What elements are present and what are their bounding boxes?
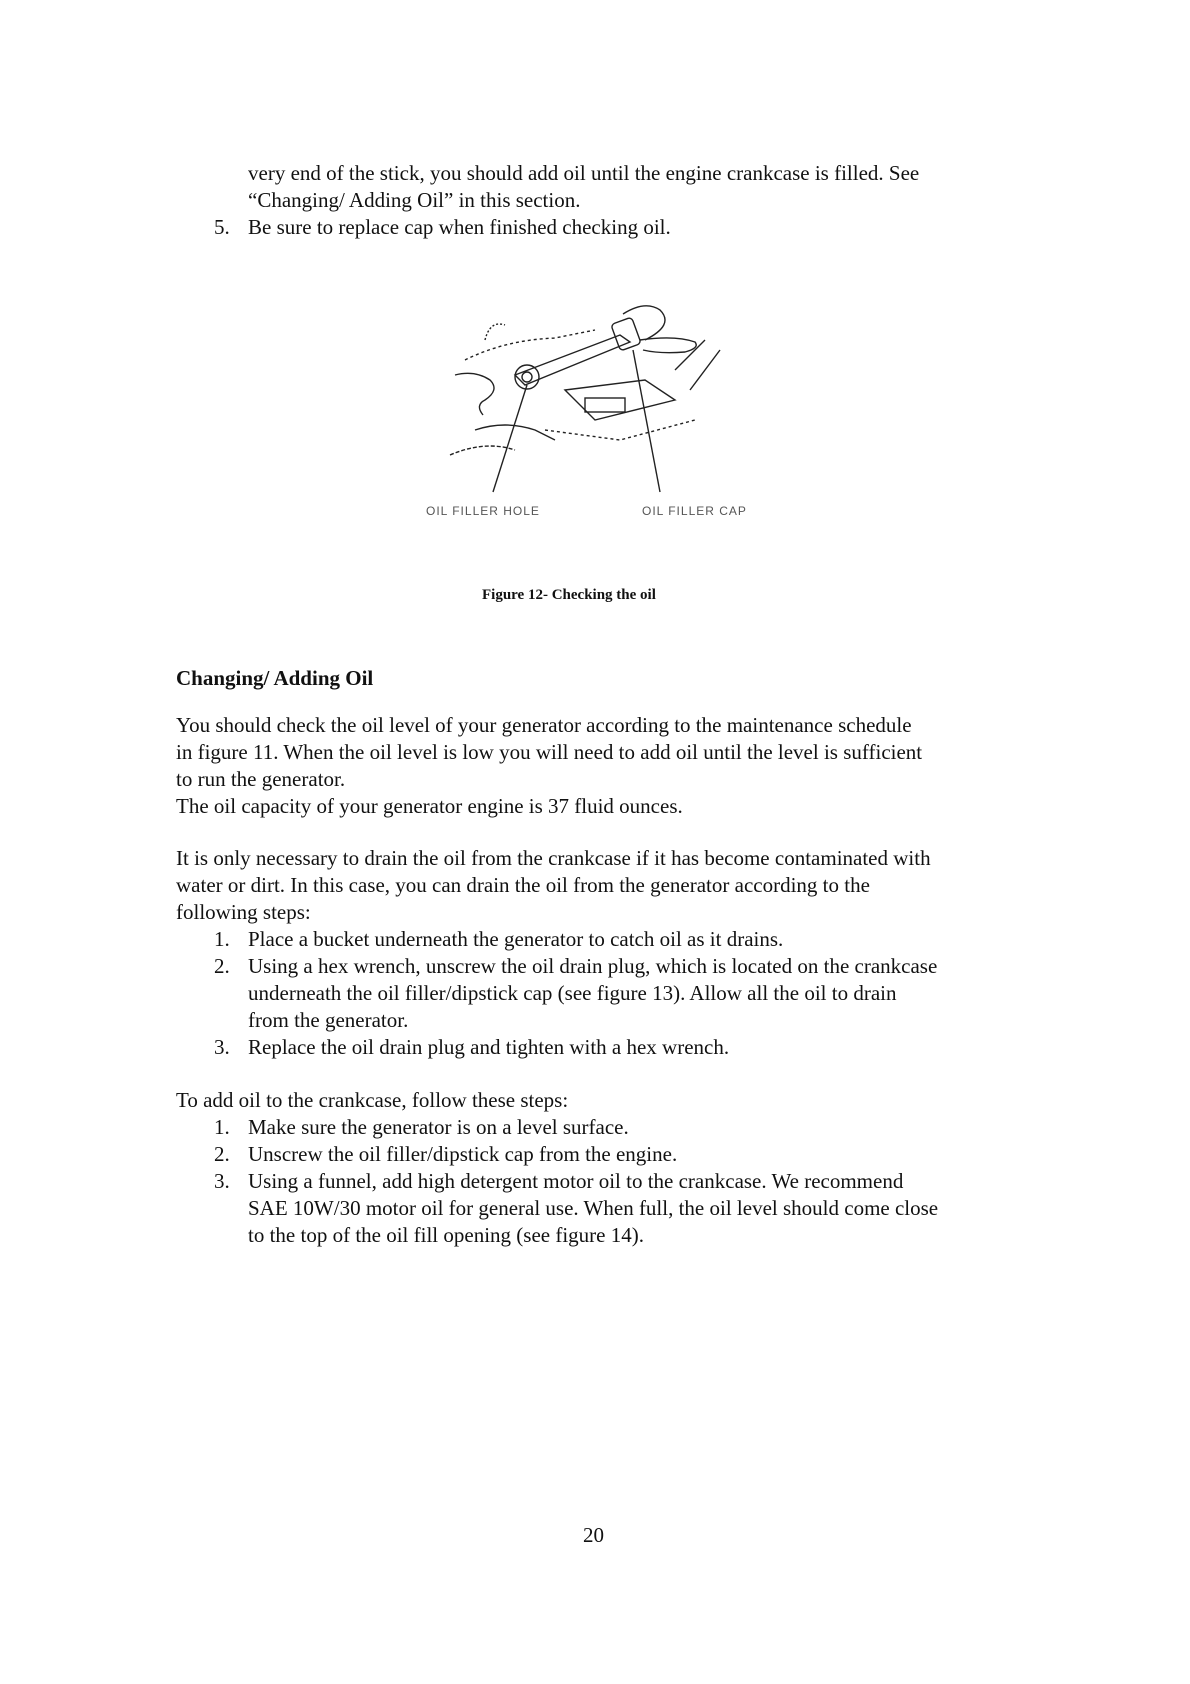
para2-line-2: water or dirt. In this case, you can drain the oil from the generator according to the [176,873,870,897]
drain-step-1-text: Place a bucket underneath the generator to catch oil as it drains. [248,927,784,951]
figure-caption: Figure 12- Checking the oil [482,587,656,603]
oil-filler-illustration [445,280,775,525]
oil-filler-hole-inner [522,372,532,382]
hand-finger [640,338,696,353]
oil-filler-cap-icon [611,317,641,351]
drain-step-2-number: 2. [214,954,230,978]
intro-line-2: “Changing/ Adding Oil” in this section. [248,188,581,212]
drain-step-3-number: 3. [214,1035,230,1059]
add-step-3-line-1: Using a funnel, add high detergent motor oil to the crankcase. We recommend [248,1169,904,1193]
engine-block [565,380,675,420]
add-step-3-line-3: to the top of the oil fill opening (see figure 14). [248,1223,644,1247]
engine-top-line [465,330,595,360]
leader-line-hole [493,385,527,492]
hand-outline [623,306,665,340]
para1-line-2: in figure 11. When the oil level is low you will need to add oil until the level is sufficient [176,740,923,764]
para1-line-1: You should check the oil level of your generator according to the maintenance schedule [176,713,912,737]
frame-rails [675,340,720,390]
leader-line-cap [633,350,660,492]
add-step-2-text: Unscrew the oil filler/dipstick cap from the engine. [248,1142,678,1166]
drain-step-2-line-1: Using a hex wrench, unscrew the oil drain plug, which is located on the crankcase [248,954,938,978]
engine-vent [585,398,625,412]
intro-line-1: very end of the stick, you should add oil until the engine crankcase is filled. See [248,161,920,185]
para1-line-3: to run the generator. [176,767,346,791]
add-step-3-line-2: SAE 10W/30 motor oil for general use. When full, the oil level should come close [248,1196,939,1220]
label-oil-filler-cap: OIL FILLER CAP [642,504,747,518]
item-5-text: Be sure to replace cap when finished checking oil. [248,215,671,239]
add-step-1-number: 1. [214,1115,230,1139]
add-oil-intro: To add oil to the crankcase, follow these steps: [176,1088,569,1112]
page-number: 20 [583,1523,604,1547]
drain-step-2-line-3: from the generator. [248,1008,409,1032]
frame-base [545,420,695,440]
drain-step-2-line-2: underneath the oil filler/dipstick cap (see figure 13). Allow all the oil to drain [248,981,897,1005]
drain-step-3-text: Replace the oil drain plug and tighten with a hex wrench. [248,1035,730,1059]
para2-line-3: following steps: [176,900,311,924]
sketch-detail [485,324,505,340]
para1-line-4: The oil capacity of your generator engine is 37 fluid ounces. [176,794,683,818]
label-oil-filler-hole: OIL FILLER HOLE [426,504,540,518]
add-step-1-text: Make sure the generator is on a level surface. [248,1115,629,1139]
drain-step-1-number: 1. [214,927,230,951]
item-5-number: 5. [214,215,230,239]
add-step-3-number: 3. [214,1169,230,1193]
engine-part-lower [475,425,555,440]
engine-part-left [455,373,494,415]
add-step-2-number: 2. [214,1142,230,1166]
para2-line-1: It is only necessary to drain the oil from the crankcase if it has become contaminated with [176,846,931,870]
section-heading: Changing/ Adding Oil [176,666,374,690]
